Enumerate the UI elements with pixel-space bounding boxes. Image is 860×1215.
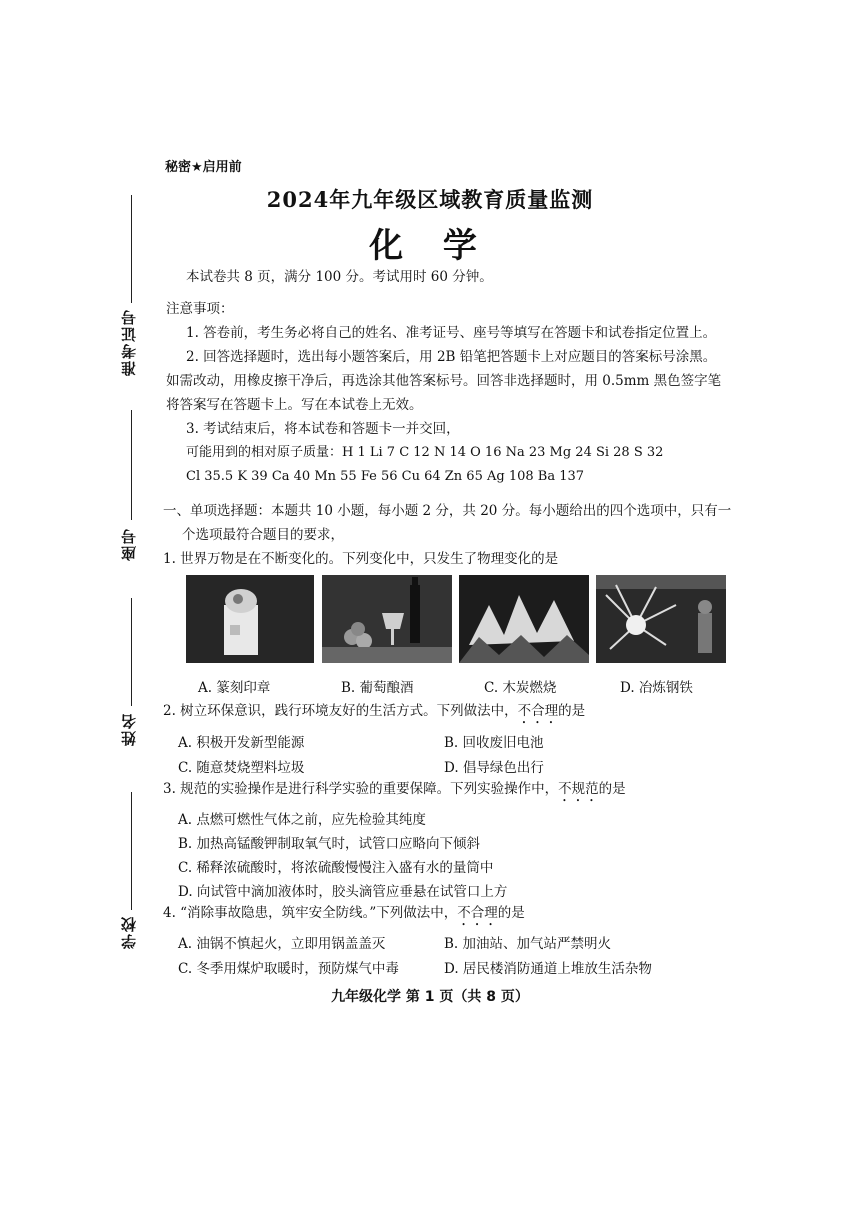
q4-option-c: C. 冬季用煤炉取暖时，预防煤气中毒: [178, 961, 399, 977]
atomic-masses-2: Cl 35.5 K 39 Ca 40 Mn 55 Fe 56 Cu 64 Zn 65 Ag 108 Ba 137: [186, 469, 585, 484]
note-3: 3. 考试结束后，将本试卷和答题卡一并交回，: [186, 421, 460, 437]
q2-stem-post: 的是: [558, 703, 586, 719]
exam-id-label: 准考证号: [120, 308, 138, 376]
q3-stem-post: 的是: [598, 781, 626, 797]
q2-option-d: D. 倡导绿色出行: [444, 760, 544, 776]
q1-image-wine: [322, 575, 452, 663]
sidebar-line-2: [131, 410, 132, 520]
note-2c: 将答案写在答题卡上。写在本试卷上无效。: [166, 397, 423, 413]
q4-stem-post: 的是: [497, 905, 525, 921]
q1-stem: 1. 世界万物是在不断变化的。下列变化中，只发生了物理变化的是: [163, 551, 559, 567]
school-label: 学校: [120, 915, 138, 949]
atomic-masses-1: 可能用到的相对原子质量：H 1 Li 7 C 12 N 14 O 16 Na 23 Mg 24 Si 28 S 32: [186, 445, 664, 460]
q3-option-a: A. 点燃可燃性气体之前，应先检验其纯度: [178, 812, 426, 828]
secret-mark: 秘密★启用前: [165, 160, 242, 175]
q4-stem-emphasis: 不合理: [457, 905, 498, 921]
exam-title: 2024年九年级区域教育质量监测: [266, 187, 594, 212]
seat-label: 座号: [120, 527, 138, 561]
notes-heading: 注意事项：: [166, 301, 234, 317]
q1-option-d: D. 冶炼钢铁: [620, 680, 693, 696]
note-2b: 如需改动，用橡皮擦干净后，再选涂其他答案标号。回答非选择题时，用 0.5mm 黑色签字笔: [166, 373, 722, 389]
page-footer: 九年级化学 第 1 页（共 8 页）: [331, 989, 529, 1005]
section-1-line-2: 个选项最符合题目的要求，: [182, 527, 344, 543]
q2-stem-emphasis: 不合理: [517, 703, 559, 719]
q4-stem: [163, 904, 525, 929]
q3-option-b: B. 加热高锰酸钾制取氧气时，试管口应略向下倾斜: [178, 836, 481, 852]
q4-option-a: A. 油锅不慎起火，立即用锅盖盖灭: [178, 936, 386, 952]
q1-image-steel: [596, 575, 726, 663]
q2-stem: [163, 702, 585, 727]
q2-option-b: B. 回收废旧电池: [444, 735, 544, 751]
q2-option-c: C. 随意焚烧塑料垃圾: [178, 760, 305, 776]
q1-option-b: B. 葡萄酿酒: [341, 680, 414, 696]
q3-stem: [163, 780, 626, 805]
q3-option-d: D. 向试管中滴加液体时，胶头滴管应垂悬在试管口上方: [178, 884, 508, 900]
note-1: 1. 答卷前，考生务必将自己的姓名、准考证号、座号等填写在答题卡和试卷指定位置上。: [186, 325, 717, 341]
q1-option-a: A. 篆刻印章: [198, 680, 271, 696]
q4-option-b: B. 加油站、加气站严禁明火: [444, 936, 612, 952]
sidebar-line-4: [131, 792, 132, 910]
q4-stem-pre: 4. “消除事故隐患，筑牢安全防线。”下列做法中，: [163, 905, 458, 921]
q3-option-c: C. 稀释浓硫酸时，将浓硫酸慢慢注入盛有水的量筒中: [178, 860, 494, 876]
q1-option-c: C. 木炭燃烧: [484, 680, 557, 696]
subject-title: 化 学: [369, 226, 491, 266]
name-label: 姓名: [120, 712, 138, 746]
q3-stem-pre: 3. 规范的实验操作是进行科学实验的重要保障。下列实验操作中，: [163, 781, 559, 797]
q3-stem-emphasis: 不规范: [558, 781, 599, 797]
note-2a: 2. 回答选择题时，选出每小题答案后，用 2B 铅笔把答题卡上对应题目的答案标号涂黑。: [186, 349, 717, 365]
q4-option-d: D. 居民楼消防通道上堆放生活杂物: [444, 961, 652, 977]
section-1-line-1: 一、单项选择题：本题共 10 小题，每小题 2 分，共 20 分。每小题给出的四个选项中，只有一: [163, 503, 732, 519]
exam-intro: 本试卷共 8 页，满分 100 分。考试用时 60 分钟。: [186, 269, 493, 285]
sidebar-line-3: [131, 598, 132, 706]
q1-image-charcoal: [459, 575, 589, 663]
q2-option-a: A. 积极开发新型能源: [178, 735, 305, 751]
q1-image-seal: [186, 575, 314, 663]
q2-stem-pre: 2. 树立环保意识，践行环境友好的生活方式。下列做法中，: [163, 703, 518, 719]
